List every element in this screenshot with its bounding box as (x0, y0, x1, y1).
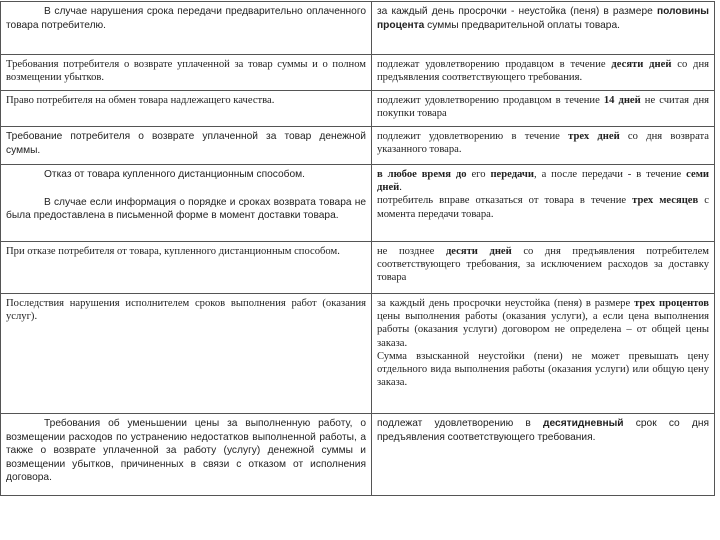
consequence-text: за каждый день просрочки неустойка (пеня) в размере трех процентов цены выполнения работы (оказания услуги), а если цена выполнения работы (оказания услуги) договором не определена – от общей цены заказа. (377, 298, 709, 349)
situation-cell: Требования об уменьшении цены за выполненную работу, о возмещении расходов по устранению недостатков выполненной работы, а также о возврате уплаченной за работу (услугу) денежной суммы и возмещении убытков, причиненных в связи с отказом от исполнения договора. (1, 414, 372, 496)
table-row (1, 294, 715, 414)
table-row (1, 2, 715, 55)
table-row (1, 242, 715, 294)
consequence-cell (372, 294, 715, 414)
table-row (1, 55, 715, 91)
situation-text: В случае если информация о порядке и сроках возврата товара не была предоставлена в письменной форме в момент доставки товара. (6, 196, 366, 222)
table-row (1, 91, 715, 127)
consequence-cell: не позднее десяти дней со дня предъявления потребителем соответствующего требования, за исключением расходов за доставку товара (372, 242, 715, 294)
situation-cell (1, 165, 372, 242)
table-row (1, 127, 715, 165)
table-row (1, 165, 715, 242)
consequence-cell: подлежат удовлетворению продавцом в течение десяти дней со дня предъявления соответствующего требования. (372, 55, 715, 91)
situation-cell: Право потребителя на обмен товара надлежащего качества. (1, 91, 372, 127)
consequence-text: потребитель вправе отказаться от товара в течение трех месяцев с момента передачи товара. (377, 195, 709, 220)
consumer-rights-table (0, 1, 715, 496)
consequence-cell: подлежат удовлетворению в десятидневный срок со дня предъявления соответствующего требования. (372, 414, 715, 496)
situation-cell: Требования потребителя о возврате уплаченной за товар суммы и о полном возмещении убытков. (1, 55, 372, 91)
consequence-text: в любое время до его передачи, а после передачи - в течение семи дней. (377, 169, 710, 194)
situation-cell: В случае нарушения срока передачи предварительно оплаченного товара потребителю. (1, 2, 372, 55)
consequence-cell: за каждый день просрочки - неустойка (пеня) в размере половины процента суммы предварительной оплаты товара. (372, 2, 715, 55)
situation-text: Отказ от товара купленного дистанционным способом. (44, 169, 305, 180)
situation-cell: При отказе потребителя от товара, купленного дистанционным способом. (1, 242, 372, 294)
consequence-note: Сумма взысканной неустойки (пени) не может превышать цену отдельного вида выполнения работы (оказания услуги) или общую цену заказа. (377, 350, 709, 389)
consequence-cell (372, 165, 715, 242)
consequence-cell: подлежит удовлетворению в течение трех дней со дня возврата указанного товара. (372, 127, 715, 165)
situation-cell: Последствия нарушения исполнителем сроков выполнения работ (оказания услуг). (1, 294, 372, 414)
situation-cell: Требование потребителя о возврате уплаченной за товар денежной суммы. (1, 127, 372, 165)
table-row (1, 414, 715, 496)
consequence-cell: подлежит удовлетворению продавцом в течение 14 дней не считая дня покупки товара (372, 91, 715, 127)
